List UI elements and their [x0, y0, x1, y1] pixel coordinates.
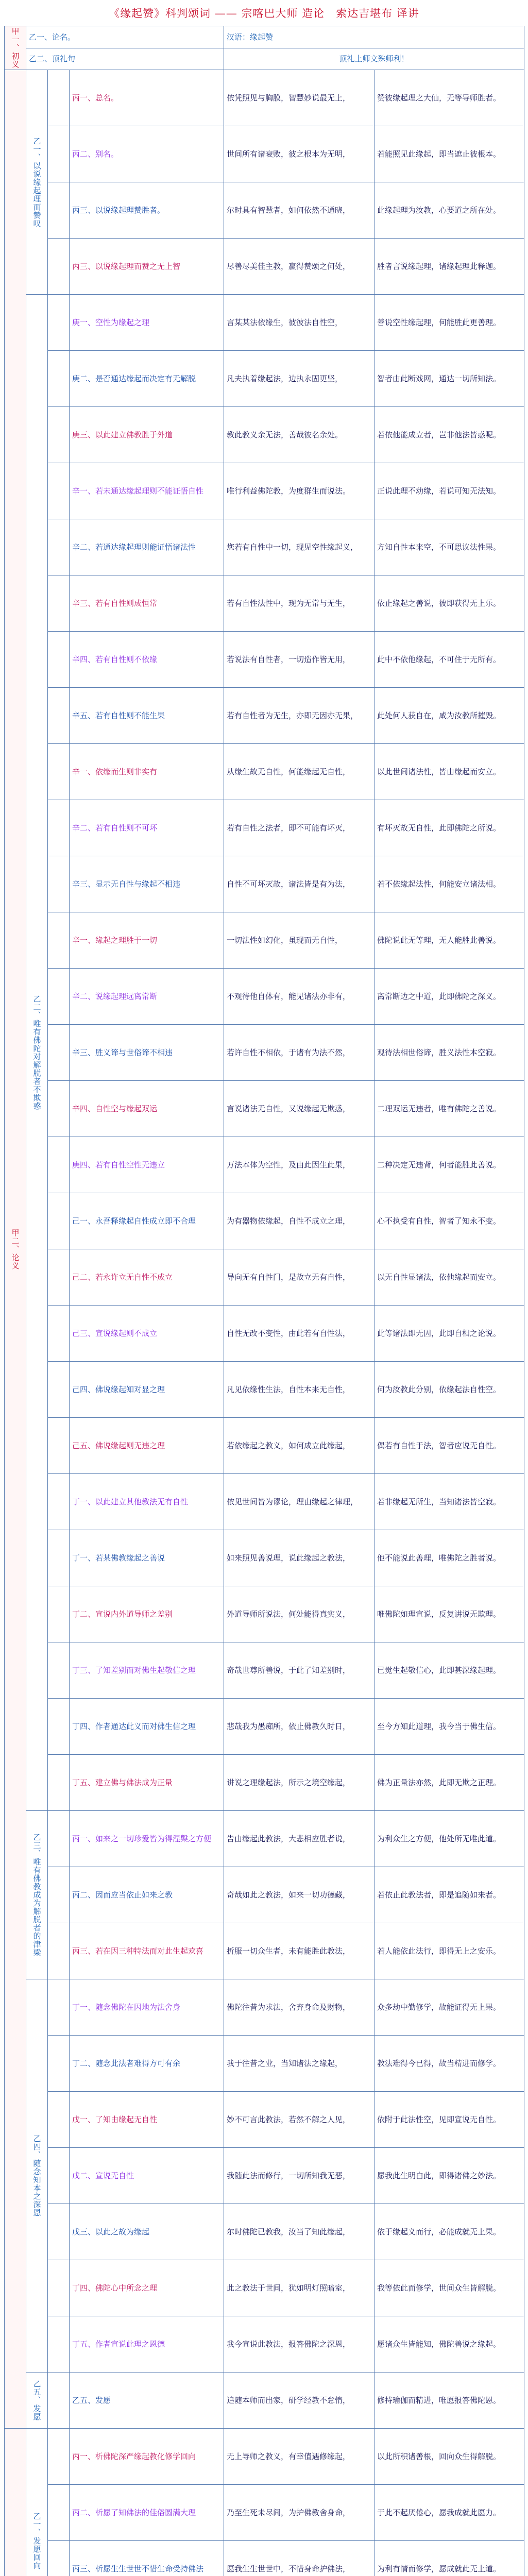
sub-level-cell [48, 2316, 70, 2372]
outline-row [5, 2148, 524, 2204]
verse-line-1: 尔时具有智慧者，如何依然不通晓， [224, 182, 374, 239]
outline-row [5, 2260, 524, 2316]
sub-level-cell [48, 1306, 70, 1362]
verse-line-2: 以此所积诸善根，回向众生得解脱。 [374, 2429, 524, 2485]
sub-level-cell [48, 2429, 70, 2485]
sub-level-cell [48, 744, 70, 800]
lunming-text: 汉语：缘起赞 [224, 26, 524, 48]
verse-line-2: 于此不起厌倦心，愿我成就此愿力。 [374, 2485, 524, 2541]
outline-row [5, 407, 524, 463]
outline-heading: 丁二、随念此法者难得方可有余 [70, 2036, 224, 2092]
sub-level-cell [48, 2485, 70, 2541]
outline-heading: 辛四、若有自性则不依缘 [70, 632, 224, 688]
outline-row [5, 688, 524, 744]
verse-line-2: 善说空性缘起理，何能胜此更善理。 [374, 295, 524, 351]
sub-level-cell [48, 632, 70, 688]
sub-level-cell [48, 182, 70, 239]
verse-line-2: 此处何人获自在，咸为汝教所摧毁。 [374, 688, 524, 744]
verse-line-1: 依凭照见与胸膜，智慧妙说最无上， [224, 70, 374, 126]
verse-line-2: 观待法相世俗谛，胜义法性本空寂。 [374, 1025, 524, 1081]
verse-line-1: 依见世间皆为谬论，理由缘起之律理， [224, 1474, 374, 1530]
outline-heading: 丙一、析佛陀深严缘起教化修学回向 [70, 2429, 224, 2485]
outline-row [5, 912, 524, 969]
verse-line-1: 奇哉世尊所善说，于此了知差别时， [224, 1642, 374, 1699]
verse-line-2: 赞彼缘起理之大仙，无等导师胜者。 [374, 70, 524, 126]
sub-level-cell [48, 800, 70, 856]
outline-heading: 己二、若永许立无自性不成立 [70, 1249, 224, 1306]
outline-row [5, 1811, 524, 1867]
outline-row [5, 182, 524, 239]
verse-line-2: 二理双运无违者，唯有佛陀之善说。 [374, 1081, 524, 1137]
outline-heading: 丙三、以说缘起理而赞之无上智 [70, 239, 224, 295]
verse-line-2: 方知自性本来空，不可思议法性果。 [374, 519, 524, 575]
outline-heading: 辛五、若有自性则不能生果 [70, 688, 224, 744]
sub-level-cell [48, 351, 70, 407]
outline-row [5, 1699, 524, 1755]
outline-row [5, 1306, 524, 1362]
outline-table [4, 26, 524, 2576]
verse-line-2: 此缘起理为汝教，心要道之所在处。 [374, 182, 524, 239]
verse-line-1: 如来照见善说理，说此缘起之教法， [224, 1530, 374, 1586]
verse-line-2: 离常断边之中道，此即佛陀之深义。 [374, 969, 524, 1025]
outline-heading: 庚一、空性为缘起之理 [70, 295, 224, 351]
outline-heading: 己五、佛说缘起则无违之理 [70, 1418, 224, 1474]
outline-row [5, 2541, 524, 2576]
dingli-label: 乙二、顶礼句 [26, 48, 224, 70]
verse-line-1: 此之教法于世间，犹如明灯照暗室， [224, 2260, 374, 2316]
verse-line-1: 尽善尽美佳主教，赢得赞颂之何处， [224, 239, 374, 295]
sub-level-cell [48, 1811, 70, 1867]
verse-line-2: 若依止此教法者，即是追随如来者。 [374, 1867, 524, 1923]
outline-row [5, 2036, 524, 2092]
verse-line-1: 乃至生死未尽间，为护佛教舍身命， [224, 2485, 374, 2541]
verse-line-2: 唯佛陀如理宣说，反复讲说无欺理。 [374, 1586, 524, 1642]
outline-row [5, 1081, 524, 1137]
verse-line-2: 依附于此法性空，见即宣说无自性。 [374, 2092, 524, 2148]
outline-heading: 己一、永吾释缘起自性成立即不合理 [70, 1193, 224, 1249]
verse-line-1: 若有自性之法者，即不可能有坏灭， [224, 800, 374, 856]
verse-line-2: 他不能说此善理，唯佛陀之胜者说。 [374, 1530, 524, 1586]
outline-row [5, 1530, 524, 1586]
sub-level-cell [48, 1923, 70, 1979]
sub-level-cell [48, 1474, 70, 1530]
verse-line-1: 言说诸法无自性，又说缘起无欺惑， [224, 1081, 374, 1137]
verse-line-1: 一切法性如幻化，虽现而无自性， [224, 912, 374, 969]
verse-line-1: 若说法有自性者，一切造作皆无用， [224, 632, 374, 688]
verse-line-2: 此中不依他缘起，不可住于无所有。 [374, 632, 524, 688]
verse-line-2: 以无自性显诸法，依他缘起而安立。 [374, 1249, 524, 1306]
verse-line-1: 追随本师而出家，研学经教不怠惰， [224, 2372, 374, 2429]
outline-row [5, 463, 524, 519]
sub-level-cell [48, 1755, 70, 1811]
verse-line-2: 佛为正量法亦然，此即无欺之正理。 [374, 1755, 524, 1811]
outline-row [5, 519, 524, 575]
outline-row [5, 575, 524, 632]
verse-line-1: 讲说之理缘起法，所示之境空缘起， [224, 1755, 374, 1811]
outline-heading: 丙一、如来之一切珍爱皆为得涅槃之方便 [70, 1811, 224, 1867]
verse-line-1: 外道导师所说法，何处能得真实义， [224, 1586, 374, 1642]
outline-heading: 辛三、若有自性则成恒常 [70, 575, 224, 632]
verse-line-2: 愿诸众生皆能知，佛陀善说之缘起。 [374, 2316, 524, 2372]
outline-row [5, 1137, 524, 1193]
sub-level-cell [48, 2372, 70, 2429]
outline-row [5, 1249, 524, 1306]
outline-row [5, 969, 524, 1025]
outline-heading: 辛三、显示无自性与缘起不相违 [70, 856, 224, 912]
outline-row [5, 295, 524, 351]
outline-heading: 丁四、佛陀心中所念之理 [70, 2260, 224, 2316]
verse-line-1: 我随此法而修行，一切所知我无恶， [224, 2148, 374, 2204]
verse-line-2: 偶若有自性于法，智者应说无自性。 [374, 1418, 524, 1474]
outline-heading: 丙三、析愿生生世世不惜生命受持佛法 [70, 2541, 224, 2576]
sub-level-cell [48, 969, 70, 1025]
outline-row [5, 351, 524, 407]
verse-line-2: 正说此理不动缘，若说可知无法知。 [374, 463, 524, 519]
verse-line-1: 言某某法依缘生，彼彼法自性空， [224, 295, 374, 351]
verse-line-2: 若依他能成立者，岂非他法皆惑呢。 [374, 407, 524, 463]
verse-line-1: 若许自性不相依，于诸有为法不然， [224, 1025, 374, 1081]
header-title: 《缘起赞》科判颂词 —— 宗喀巴大师 造论 索达吉堪布 译讲 [109, 7, 419, 20]
section-yi4: 乙四、随念知本之深恩 [26, 1979, 48, 2372]
outline-row [5, 70, 524, 126]
verse-line-1: 不观待他自体有，能见诸法亦非有， [224, 969, 374, 1025]
verse-line-2: 若人能依此法行，即得无上之安乐。 [374, 1923, 524, 1979]
outline-heading: 庚二、是否通达缘起而决定有无解脱 [70, 351, 224, 407]
sub-level-cell [48, 463, 70, 519]
sub-level-cell [48, 407, 70, 463]
outline-body [5, 26, 524, 2576]
verse-line-1: 凡夫执着缘起法，边执永固更坚， [224, 351, 374, 407]
section-yi1: 乙一、以说缘起理而赞叹 [26, 70, 48, 295]
sub-level-cell [48, 2148, 70, 2204]
verse-line-2: 有坏灭故无自性，此即佛陀之所说。 [374, 800, 524, 856]
sub-level-cell [48, 519, 70, 575]
verse-line-1: 愿我生生世世中，不惜身命护佛法， [224, 2541, 374, 2576]
verse-line-1: 万法本体为空性，及由此因生此果， [224, 1137, 374, 1193]
outline-heading: 丁一、若某佛教缘起之善说 [70, 1530, 224, 1586]
outline-row [5, 744, 524, 800]
verse-line-2: 若不依缘起法性，何能安立诸法相。 [374, 856, 524, 912]
outline-heading: 辛一、依缘而生则非实有 [70, 744, 224, 800]
sub-level-cell [48, 1530, 70, 1586]
outline-row [5, 2092, 524, 2148]
outline-heading: 丙二、因而应当依止如来之教 [70, 1867, 224, 1923]
outline-heading: 辛二、说缘起理远离常断 [70, 969, 224, 1025]
section-yi6: 乙一、发愿回向 [26, 2429, 48, 2576]
verse-line-2: 愿我此生明白此，即得诸佛之妙法。 [374, 2148, 524, 2204]
sub-level-cell [48, 1699, 70, 1755]
verse-line-1: 我今宣说此教法，报答佛陀之深恩， [224, 2316, 374, 2372]
verse-line-1: 为有器物依缘起，自性不成立之理， [224, 1193, 374, 1249]
outline-heading: 辛三、胜义谛与世俗谛不相违 [70, 1025, 224, 1081]
verse-line-2: 佛陀说此无等理，无人能胜此善说。 [374, 912, 524, 969]
sub-level-cell [48, 912, 70, 969]
jia1-label: 甲一、初义 [5, 26, 26, 70]
outline-row [5, 1586, 524, 1642]
outline-row [5, 1755, 524, 1811]
outline-heading: 辛四、自性空与缘起双运 [70, 1081, 224, 1137]
verse-line-1: 世间所有诸衰败，彼之根本为无明， [224, 126, 374, 182]
outline-row [5, 1474, 524, 1530]
outline-row [5, 2485, 524, 2541]
outline-heading: 辛二、若通达缘起理则能证悟诸法性 [70, 519, 224, 575]
outline-row [5, 1979, 524, 2036]
outline-heading: 辛二、若有自性则不可坏 [70, 800, 224, 856]
verse-line-1: 尔时佛陀已教我，汝当了知此缘起， [224, 2204, 374, 2260]
section-yi2: 乙二、唯有佛陀对解脱者不欺惑 [26, 295, 48, 1811]
sub-level-cell [48, 2092, 70, 2148]
verse-line-2: 修持瑜伽而精进，唯愿报答佛陀恩。 [374, 2372, 524, 2429]
verse-line-1: 若有自性法性中，现为无常与无生， [224, 575, 374, 632]
verse-line-1: 奇哉如此之教法，如来一切功德藏， [224, 1867, 374, 1923]
outline-heading: 庚三、以此建立佛教胜于外道 [70, 407, 224, 463]
section-jia3 [5, 2429, 26, 2576]
sub-level-cell [48, 1249, 70, 1306]
outline-heading: 己四、佛说缘起知对显之理 [70, 1362, 224, 1418]
outline-heading: 丁一、随念佛陀在因地为法舍身 [70, 1979, 224, 2036]
dingli-text: 顶礼上师文殊师利！ [224, 48, 524, 70]
verse-line-1: 折服一切众生者，未有能胜此教法， [224, 1923, 374, 1979]
outline-row [5, 1923, 524, 1979]
verse-line-2: 心不执受有自性，智者了知永不变。 [374, 1193, 524, 1249]
sub-level-cell [48, 2204, 70, 2260]
verse-line-1: 自性不可坏灭故，诸法皆是有为法， [224, 856, 374, 912]
sub-level-cell [48, 1362, 70, 1418]
outline-row [5, 1362, 524, 1418]
verse-line-1: 自性无改不变性，由此若有自性法， [224, 1306, 374, 1362]
verse-line-1: 告由缘起此教法，大悲相应胜者说， [224, 1811, 374, 1867]
sub-level-cell [48, 1193, 70, 1249]
section-jia2: 甲二、论义 [5, 70, 26, 2429]
verse-line-2: 我等依此而修学，世间众生皆解脱。 [374, 2260, 524, 2316]
sub-level-cell [48, 1025, 70, 1081]
verse-line-2: 教法难得今已得，故当精进而修学。 [374, 2036, 524, 2092]
verse-line-1: 教此教义余无法，善哉彼名余处。 [224, 407, 374, 463]
verse-line-2: 为利众生之方便，他处所无唯此道。 [374, 1811, 524, 1867]
verse-line-2: 众多劫中勤修学，故能证得无上果。 [374, 1979, 524, 2036]
outline-row [5, 632, 524, 688]
verse-line-1: 佛陀往昔为求法，舍弃身命及财物， [224, 1979, 374, 2036]
sub-level-cell [48, 126, 70, 182]
verse-line-2: 依止缘起之善说，彼即获得无上乐。 [374, 575, 524, 632]
outline-row [5, 1642, 524, 1699]
verse-line-2: 至今方知此道理，我今当于佛生信。 [374, 1699, 524, 1755]
outline-heading: 丁二、宣说内外道导师之差别 [70, 1586, 224, 1642]
verse-line-2: 依于缘起义而行，必能成就无上果。 [374, 2204, 524, 2260]
outline-heading: 丙三、若在因三种特法而对此生起欢喜 [70, 1923, 224, 1979]
sub-level-cell [48, 70, 70, 126]
outline-row [5, 239, 524, 295]
sub-level-cell [48, 295, 70, 351]
verse-line-2: 何为汝教此分别，依缘起法自性空。 [374, 1362, 524, 1418]
verse-line-1: 唯行利益佛陀教，为度群生而说法。 [224, 463, 374, 519]
sub-level-cell [48, 239, 70, 295]
outline-row [5, 1867, 524, 1923]
outline-heading: 丙二、析愿了知佛法的佳俗圆满大理 [70, 2485, 224, 2541]
outline-heading: 戊三、以此之故为缘起 [70, 2204, 224, 2260]
verse-line-2: 此等诸法即无因，此即自相之论说。 [374, 1306, 524, 1362]
outline-heading: 己三、宣说缘起则不成立 [70, 1306, 224, 1362]
outline-row [5, 2372, 524, 2429]
outline-row [5, 1418, 524, 1474]
outline-row [5, 2429, 524, 2485]
verse-line-2: 已觉生起敬信心，此即甚深缘起理。 [374, 1642, 524, 1699]
verse-line-1: 若依缘起之教义，如何成立此缘起， [224, 1418, 374, 1474]
outline-heading: 丁三、了知差别而对佛生起敬信之理 [70, 1642, 224, 1699]
outline-heading: 丁一、以此建立其他教法无有自性 [70, 1474, 224, 1530]
sub-level-cell [48, 2260, 70, 2316]
sub-level-cell [48, 688, 70, 744]
verse-line-1: 悲哉我为愚痴所，依止佛教久时日， [224, 1699, 374, 1755]
outline-heading: 戊二、宣说无自性 [70, 2148, 224, 2204]
outline-row [5, 1025, 524, 1081]
verse-line-1: 我于往昔之业，当知诸法之缘起， [224, 2036, 374, 2092]
verse-line-1: 导向无有自性门，是故立无有自性， [224, 1249, 374, 1306]
verse-line-1: 从缘生故无自性，何能缘起无自性， [224, 744, 374, 800]
outline-heading: 丙三、以说缘起理赞胜者。 [70, 182, 224, 239]
verse-line-2: 为利有情而修学，愿成就此无上道。 [374, 2541, 524, 2576]
verse-line-2: 以此世间诸法性，皆由缘起而安立。 [374, 744, 524, 800]
verse-line-2: 胜者言说缘起理，诸缘起理此释迦。 [374, 239, 524, 295]
verse-line-1: 若有自性者为无生，亦即无因亦无果， [224, 688, 374, 744]
sub-level-cell [48, 1979, 70, 2036]
section-yi3: 乙三、唯有佛教成为解脱者的津梁 [26, 1811, 48, 1979]
outline-heading: 丙一、总名。 [70, 70, 224, 126]
sub-level-cell [48, 1642, 70, 1699]
lunming-label: 乙一、论名。 [26, 26, 224, 48]
sub-level-cell [48, 1867, 70, 1923]
sub-level-cell [48, 1081, 70, 1137]
outline-heading: 丙二、别名。 [70, 126, 224, 182]
outline-row [5, 126, 524, 182]
sub-level-cell [48, 1137, 70, 1193]
verse-line-1: 无上导师之教义，有幸值遇修缘起， [224, 2429, 374, 2485]
outline-heading: 戊一、了知由缘起无自性 [70, 2092, 224, 2148]
sub-level-cell [48, 1586, 70, 1642]
sub-level-cell [48, 1418, 70, 1474]
sub-level-cell [48, 2541, 70, 2576]
outline-heading: 丁四、作者通达此义而对佛生信之理 [70, 1699, 224, 1755]
verse-line-1: 凡见依缘性生法，自性本来无自性， [224, 1362, 374, 1418]
outline-row [5, 856, 524, 912]
sub-level-cell [48, 2036, 70, 2092]
outline-row [5, 1193, 524, 1249]
verse-line-2: 二种决定无违背，何者能胜此善说。 [374, 1137, 524, 1193]
verse-line-2: 若能照见此缘起，即当遮止彼根本。 [374, 126, 524, 182]
outline-heading: 辛一、缘起之理胜于一切 [70, 912, 224, 969]
outline-row [5, 2204, 524, 2260]
verse-line-1: 妙不可言此教法，若然不解之人见， [224, 2092, 374, 2148]
sub-level-cell [48, 856, 70, 912]
outline-heading: 辛一、若未通达缘起理则不能证悟自性 [70, 463, 224, 519]
outline-row [5, 800, 524, 856]
sub-level-cell [48, 575, 70, 632]
verse-line-2: 智者由此断戏网，通达一切所知法。 [374, 351, 524, 407]
outline-heading: 丁五、作者宣说此理之恩德 [70, 2316, 224, 2372]
verse-line-2: 若非缘起无所生，当知诸法皆空寂。 [374, 1474, 524, 1530]
outline-heading: 乙五、发愿 [70, 2372, 224, 2429]
outline-row [5, 2316, 524, 2372]
verse-line-1: 您若有自性中一切，现见空性缘起义， [224, 519, 374, 575]
outline-heading: 庚四、若有自性空性无违立 [70, 1137, 224, 1193]
section-yi5: 乙五、发愿 [26, 2372, 48, 2429]
outline-heading: 丁五、建立佛与佛法成为正量 [70, 1755, 224, 1811]
